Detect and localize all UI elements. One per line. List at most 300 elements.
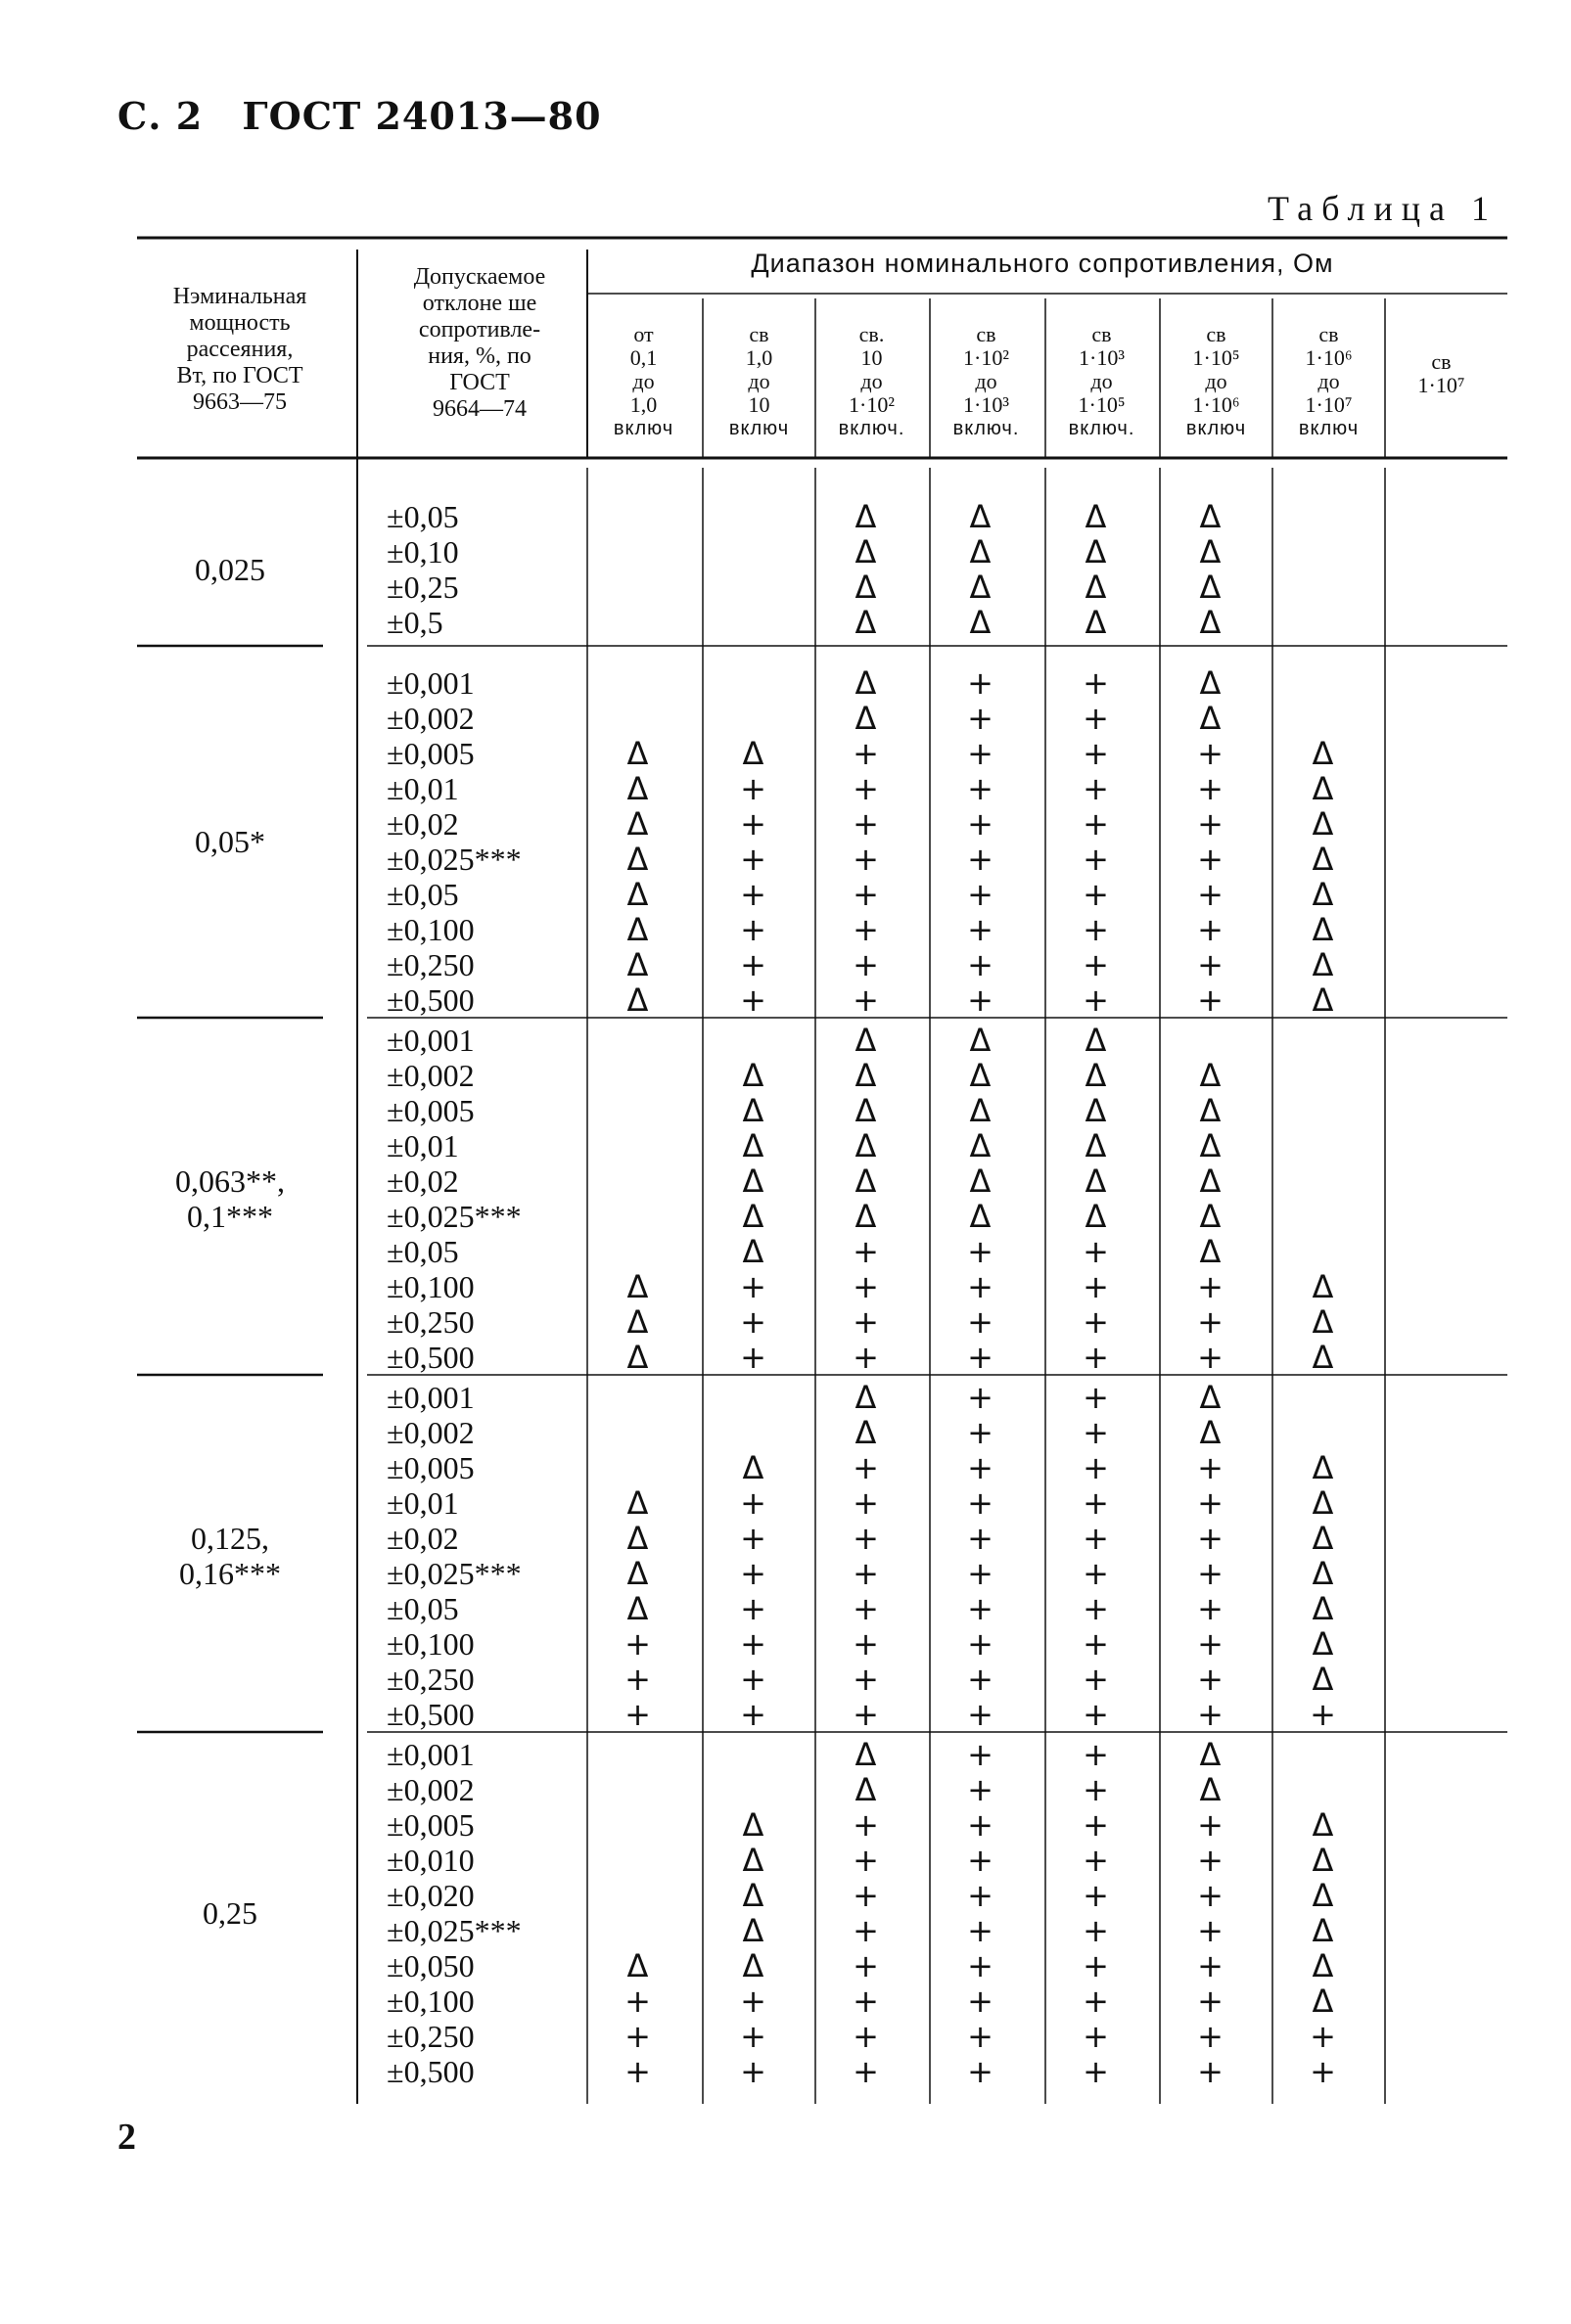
plus-mark: +: [1083, 1696, 1109, 1733]
triangle-mark: Δ: [969, 533, 992, 570]
triangle-mark: Δ: [1085, 569, 1107, 606]
tolerance-value: ±0,025***: [387, 1913, 522, 1948]
plus-mark: +: [1083, 1484, 1109, 1522]
plus-mark: +: [1083, 1379, 1109, 1416]
plus-mark: +: [1197, 1661, 1224, 1698]
plus-mark: +: [740, 1590, 766, 1627]
range-col-line: 1·10⁵: [1078, 392, 1126, 417]
tolerance-value: ±0,005: [387, 1450, 475, 1485]
range-col-line: 1,0: [745, 345, 773, 370]
tolerance-value: ±0,250: [387, 1304, 475, 1340]
plus-mark: +: [853, 946, 879, 983]
tolerance-value: ±0,02: [387, 1163, 459, 1199]
triangle-mark: Δ: [969, 569, 992, 606]
range-col-line: св: [749, 322, 769, 346]
range-col-line: до: [1317, 369, 1340, 393]
plus-mark: +: [853, 1912, 879, 1949]
triangle-mark: Δ: [742, 735, 764, 772]
plus-mark: +: [1197, 735, 1224, 772]
range-col-line: св.: [858, 322, 885, 346]
triangle-mark: Δ: [626, 911, 649, 948]
plus-mark: +: [740, 805, 766, 843]
triangle-mark: Δ: [855, 664, 877, 702]
triangle-mark: Δ: [1312, 911, 1334, 948]
plus-mark: +: [1083, 876, 1109, 913]
triangle-mark: Δ: [969, 604, 992, 641]
plus-mark: +: [1083, 1736, 1109, 1773]
plus-mark: +: [1083, 2053, 1109, 2090]
power-column-header: [127, 284, 352, 416]
plus-mark: +: [1197, 1520, 1224, 1557]
plus-mark: +: [740, 1268, 766, 1305]
plus-mark: +: [1197, 876, 1224, 913]
triangle-mark: Δ: [1312, 1947, 1334, 1984]
range-col-line: св: [1206, 322, 1226, 346]
plus-mark: +: [624, 1625, 651, 1663]
plus-mark: +: [1083, 1912, 1109, 1949]
triangle-mark: Δ: [742, 1198, 764, 1235]
plus-mark: +: [967, 1268, 993, 1305]
range-col-line: 1·10⁵: [1192, 345, 1240, 370]
plus-mark: +: [624, 2018, 651, 2055]
triangle-mark: Δ: [969, 1127, 992, 1164]
tolerance-value: ±0,005: [387, 1093, 475, 1128]
plus-mark: +: [853, 876, 879, 913]
range-col-line: 1·10³: [963, 392, 1009, 417]
triangle-mark: Δ: [1312, 946, 1334, 983]
plus-mark: +: [1197, 1912, 1224, 1949]
rated-power-line: 0,25: [203, 1895, 257, 1931]
tolerance-value: ±0,025***: [387, 1199, 522, 1234]
plus-mark: +: [1197, 911, 1224, 948]
triangle-mark: Δ: [1312, 1555, 1334, 1592]
plus-mark: +: [853, 1696, 879, 1733]
tolerance-value: ±0,01: [387, 1128, 459, 1163]
plus-mark: +: [853, 981, 879, 1019]
tolerance-column-header: [367, 264, 592, 423]
plus-mark: +: [1197, 1982, 1224, 2020]
triangle-mark: Δ: [1199, 604, 1222, 641]
plus-mark: +: [967, 1414, 993, 1451]
range-col-line: до: [1090, 369, 1113, 393]
standard-code: ГОСТ 24013—80: [242, 94, 602, 138]
range-col-line: 1·10⁶: [1305, 345, 1353, 370]
plus-mark: +: [967, 2018, 993, 2055]
tolerance-value: ±0,250: [387, 2019, 475, 2054]
triangle-mark: Δ: [1312, 1982, 1334, 2020]
tolerance-header-line: ния, %, по: [428, 343, 531, 369]
triangle-mark: Δ: [855, 1162, 877, 1200]
tolerance-value: ±0,02: [387, 806, 459, 842]
tolerance-value: ±0,10: [387, 534, 459, 570]
range-column-5: [1045, 323, 1158, 440]
range-column-8: [1385, 350, 1498, 397]
triangle-mark: Δ: [855, 1736, 877, 1773]
tolerance-value: ±0,500: [387, 1697, 475, 1732]
rated-power: [113, 1163, 347, 1234]
tolerance-value: ±0,001: [387, 1737, 475, 1772]
triangle-mark: Δ: [626, 1555, 649, 1592]
power-header-line: Вт, по ГОСТ: [176, 363, 303, 388]
triangle-mark: Δ: [855, 700, 877, 737]
triangle-mark: Δ: [742, 1162, 764, 1200]
triangle-mark: Δ: [1085, 498, 1107, 535]
plus-mark: +: [853, 1842, 879, 1879]
triangle-mark: Δ: [855, 1127, 877, 1164]
plus-mark: +: [624, 1696, 651, 1733]
plus-mark: +: [967, 1661, 993, 1698]
triangle-mark: Δ: [1199, 1057, 1222, 1094]
plus-mark: +: [1083, 1414, 1109, 1451]
range-header: Диапазон номинального сопротивления, Ом: [751, 249, 1334, 278]
rated-power-line: 0,025: [195, 552, 265, 587]
triangle-mark: Δ: [969, 1092, 992, 1129]
tolerance-header-line: 9664—74: [433, 396, 527, 422]
triangle-mark: Δ: [1199, 533, 1222, 570]
triangle-mark: Δ: [626, 805, 649, 843]
triangle-mark: Δ: [1085, 604, 1107, 641]
range-col-line: до: [975, 369, 997, 393]
triangle-mark: Δ: [1085, 1057, 1107, 1094]
triangle-mark: Δ: [1312, 1268, 1334, 1305]
triangle-mark: Δ: [626, 1339, 649, 1376]
range-col-line: включ.: [838, 418, 905, 439]
rated-power-line: 0,1***: [187, 1199, 273, 1234]
triangle-mark: Δ: [1199, 1233, 1222, 1270]
triangle-mark: Δ: [626, 735, 649, 772]
range-column-7: [1272, 323, 1385, 440]
triangle-mark: Δ: [1199, 569, 1222, 606]
triangle-mark: Δ: [1085, 1092, 1107, 1129]
range-col-line: 10: [860, 345, 883, 370]
plus-mark: +: [967, 1947, 993, 1984]
plus-mark: +: [1083, 1555, 1109, 1592]
triangle-mark: Δ: [1312, 1912, 1334, 1949]
rated-power-line: 0,063**,: [175, 1163, 285, 1199]
plus-mark: +: [740, 1484, 766, 1522]
plus-mark: +: [853, 1982, 879, 2020]
triangle-mark: Δ: [1199, 664, 1222, 702]
triangle-mark: Δ: [1312, 981, 1334, 1019]
tolerance-header-line: сопротивле-: [418, 317, 541, 342]
plus-mark: +: [1083, 1268, 1109, 1305]
triangle-mark: Δ: [1312, 735, 1334, 772]
triangle-mark: Δ: [1199, 700, 1222, 737]
triangle-mark: Δ: [1199, 1162, 1222, 1200]
power-header-line: Нэминальная: [172, 284, 307, 309]
tolerance-value: ±0,500: [387, 2054, 475, 2089]
tolerance-value: ±0,100: [387, 912, 475, 947]
tolerance-value: ±0,002: [387, 1772, 475, 1807]
range-col-line: включ: [1298, 418, 1360, 439]
plus-mark: +: [967, 1303, 993, 1341]
range-column-3: [815, 323, 928, 440]
plus-mark: +: [1083, 770, 1109, 807]
range-col-line: св: [976, 322, 996, 346]
plus-mark: +: [967, 805, 993, 843]
plus-mark: +: [967, 1555, 993, 1592]
triangle-mark: Δ: [1312, 1339, 1334, 1376]
plus-mark: +: [1197, 1339, 1224, 1376]
plus-mark: +: [740, 770, 766, 807]
triangle-mark: Δ: [1312, 805, 1334, 843]
range-col-line: св: [1091, 322, 1112, 346]
triangle-mark: Δ: [969, 1198, 992, 1235]
triangle-mark: Δ: [1199, 1414, 1222, 1451]
plus-mark: +: [1197, 1303, 1224, 1341]
table-title: Таблица 1: [1268, 189, 1498, 228]
tolerance-list: [387, 1380, 522, 1732]
range-col-line: св: [1318, 322, 1339, 346]
plus-mark: +: [1197, 805, 1224, 843]
range-col-line: включ: [728, 418, 790, 439]
tolerance-value: ±0,250: [387, 947, 475, 982]
triangle-mark: Δ: [626, 1947, 649, 1984]
plus-mark: +: [1310, 2053, 1336, 2090]
tolerance-value: ±0,05: [387, 499, 459, 534]
plus-mark: +: [967, 1771, 993, 1808]
triangle-mark: Δ: [742, 1057, 764, 1094]
plus-mark: +: [1197, 1877, 1224, 1914]
triangle-mark: Δ: [626, 876, 649, 913]
triangle-mark: Δ: [1199, 1736, 1222, 1773]
tolerance-value: ±0,100: [387, 1626, 475, 1662]
plus-mark: +: [740, 946, 766, 983]
plus-mark: +: [1083, 1806, 1109, 1844]
plus-mark: +: [1083, 700, 1109, 737]
range-col-line: 1·10³: [1079, 345, 1125, 370]
plus-mark: +: [740, 1303, 766, 1341]
plus-mark: +: [967, 664, 993, 702]
tolerance-value: ±0,001: [387, 665, 475, 701]
range-col-line: включ.: [1068, 418, 1135, 439]
triangle-mark: Δ: [742, 1912, 764, 1949]
plus-mark: +: [967, 2053, 993, 2090]
tolerance-value: ±0,100: [387, 1983, 475, 2019]
tolerance-value: ±0,5: [387, 605, 443, 640]
plus-mark: +: [967, 1877, 993, 1914]
triangle-mark: Δ: [626, 1268, 649, 1305]
plus-mark: +: [967, 1696, 993, 1733]
plus-mark: +: [1197, 2018, 1224, 2055]
tolerance-value: ±0,005: [387, 736, 475, 771]
plus-mark: +: [1083, 735, 1109, 772]
plus-mark: +: [740, 2053, 766, 2090]
plus-mark: +: [967, 841, 993, 878]
plus-mark: +: [1197, 981, 1224, 1019]
range-col-line: от: [633, 322, 654, 346]
triangle-mark: Δ: [1312, 1484, 1334, 1522]
triangle-mark: Δ: [1312, 1806, 1334, 1844]
tolerance-value: ±0,05: [387, 1234, 459, 1269]
plus-mark: +: [1197, 1842, 1224, 1879]
triangle-mark: Δ: [742, 1127, 764, 1164]
plus-mark: +: [967, 735, 993, 772]
triangle-mark: Δ: [1312, 1449, 1334, 1486]
tolerance-list: [387, 1023, 522, 1375]
plus-mark: +: [1083, 805, 1109, 843]
triangle-mark: Δ: [626, 770, 649, 807]
triangle-mark: Δ: [1312, 876, 1334, 913]
plus-mark: +: [853, 841, 879, 878]
rated-power: [113, 552, 347, 587]
power-header-line: мощность: [189, 310, 291, 336]
plus-mark: +: [1083, 1303, 1109, 1341]
triangle-mark: Δ: [626, 1590, 649, 1627]
rated-power-line: 0,125,: [191, 1521, 269, 1556]
triangle-mark: Δ: [1085, 1022, 1107, 1059]
plus-mark: +: [967, 1912, 993, 1949]
plus-mark: +: [1083, 1449, 1109, 1486]
plus-mark: +: [853, 805, 879, 843]
range-col-line: включ: [613, 418, 674, 439]
plus-mark: +: [853, 1484, 879, 1522]
plus-mark: +: [967, 876, 993, 913]
plus-mark: +: [967, 1484, 993, 1522]
plus-mark: +: [1083, 1877, 1109, 1914]
range-col-line: до: [1205, 369, 1227, 393]
plus-mark: +: [740, 1625, 766, 1663]
triangle-mark: Δ: [1312, 1590, 1334, 1627]
plus-mark: +: [1310, 1696, 1336, 1733]
triangle-mark: Δ: [626, 981, 649, 1019]
rated-power: [113, 824, 347, 859]
plus-mark: +: [740, 841, 766, 878]
plus-mark: +: [1083, 1339, 1109, 1376]
triangle-mark: Δ: [626, 1520, 649, 1557]
triangle-mark: Δ: [1085, 1162, 1107, 1200]
plus-mark: +: [853, 1590, 879, 1627]
plus-mark: +: [967, 1233, 993, 1270]
plus-mark: +: [967, 1449, 993, 1486]
plus-mark: +: [853, 2018, 879, 2055]
plus-mark: +: [967, 1339, 993, 1376]
triangle-mark: Δ: [626, 841, 649, 878]
tolerance-header-line: ГОСТ: [449, 370, 510, 395]
plus-mark: +: [1083, 1947, 1109, 1984]
plus-mark: +: [1197, 1555, 1224, 1592]
plus-mark: +: [853, 1625, 879, 1663]
plus-mark: +: [1083, 664, 1109, 702]
tolerance-value: ±0,020: [387, 1878, 475, 1913]
range-column-4: [930, 323, 1042, 440]
triangle-mark: Δ: [855, 1057, 877, 1094]
triangle-mark: Δ: [855, 1198, 877, 1235]
tolerance-value: ±0,002: [387, 1058, 475, 1093]
power-header-line: 9663—75: [193, 389, 287, 415]
triangle-mark: Δ: [1199, 1127, 1222, 1164]
triangle-mark: Δ: [1199, 1092, 1222, 1129]
plus-mark: +: [1197, 1696, 1224, 1733]
plus-mark: +: [967, 1806, 993, 1844]
plus-mark: +: [1083, 1771, 1109, 1808]
plus-mark: +: [624, 1661, 651, 1698]
plus-mark: +: [1083, 1661, 1109, 1698]
tolerance-list: [387, 1737, 522, 2089]
tolerance-header-line: отклоне ше: [422, 291, 537, 316]
plus-mark: +: [1083, 946, 1109, 983]
range-col-line: до: [860, 369, 883, 393]
triangle-mark: Δ: [1199, 498, 1222, 535]
plus-mark: +: [1197, 2053, 1224, 2090]
plus-mark: +: [853, 911, 879, 948]
plus-mark: +: [740, 1520, 766, 1557]
triangle-mark: Δ: [742, 1947, 764, 1984]
plus-mark: +: [967, 981, 993, 1019]
plus-mark: +: [967, 1736, 993, 1773]
triangle-mark: Δ: [969, 1057, 992, 1094]
plus-mark: +: [853, 1303, 879, 1341]
plus-mark: +: [967, 770, 993, 807]
plus-mark: +: [853, 1233, 879, 1270]
tolerance-value: ±0,001: [387, 1023, 475, 1058]
plus-mark: +: [1083, 981, 1109, 1019]
triangle-mark: Δ: [855, 569, 877, 606]
triangle-mark: Δ: [855, 604, 877, 641]
plus-mark: +: [1083, 1520, 1109, 1557]
range-col-line: до: [748, 369, 770, 393]
plus-mark: +: [1197, 1449, 1224, 1486]
plus-mark: +: [967, 1520, 993, 1557]
plus-mark: +: [853, 1806, 879, 1844]
triangle-mark: Δ: [1312, 1625, 1334, 1663]
tolerance-value: ±0,100: [387, 1269, 475, 1304]
plus-mark: +: [1197, 946, 1224, 983]
tolerance-value: ±0,025***: [387, 1556, 522, 1591]
triangle-mark: Δ: [1312, 770, 1334, 807]
plus-mark: +: [853, 1877, 879, 1914]
plus-mark: +: [967, 1379, 993, 1416]
plus-mark: +: [1083, 911, 1109, 948]
tolerance-value: ±0,250: [387, 1662, 475, 1697]
plus-mark: +: [967, 911, 993, 948]
rated-power-line: 0,16***: [179, 1556, 281, 1591]
tolerance-value: ±0,025***: [387, 842, 522, 877]
plus-mark: +: [740, 1982, 766, 2020]
plus-mark: +: [740, 2018, 766, 2055]
page-ref: С. 2: [117, 94, 204, 138]
plus-mark: +: [740, 1696, 766, 1733]
range-column-6: [1160, 323, 1272, 440]
triangle-mark: Δ: [969, 1162, 992, 1200]
range-col-line: включ.: [952, 418, 1020, 439]
triangle-mark: Δ: [855, 533, 877, 570]
range-col-line: 1·10²: [849, 392, 895, 417]
triangle-mark: Δ: [742, 1877, 764, 1914]
plus-mark: +: [740, 1339, 766, 1376]
triangle-mark: Δ: [855, 498, 877, 535]
tolerance-value: ±0,001: [387, 1380, 475, 1415]
plus-mark: +: [853, 1449, 879, 1486]
plus-mark: +: [853, 1661, 879, 1698]
plus-mark: +: [853, 1520, 879, 1557]
plus-mark: +: [740, 1555, 766, 1592]
range-col-line: 1·10⁷: [1417, 373, 1465, 397]
triangle-mark: Δ: [855, 1379, 877, 1416]
rated-power: [113, 1521, 347, 1591]
tolerance-value: ±0,010: [387, 1843, 475, 1878]
tolerance-value: ±0,002: [387, 701, 475, 736]
plus-mark: +: [1197, 1484, 1224, 1522]
triangle-mark: Δ: [1199, 1379, 1222, 1416]
range-col-line: 1·10⁶: [1192, 392, 1240, 417]
plus-mark: +: [853, 735, 879, 772]
plus-mark: +: [740, 981, 766, 1019]
range-col-line: 1·10²: [963, 345, 1009, 370]
plus-mark: +: [967, 1590, 993, 1627]
range-col-line: до: [632, 369, 655, 393]
triangle-mark: Δ: [742, 1806, 764, 1844]
